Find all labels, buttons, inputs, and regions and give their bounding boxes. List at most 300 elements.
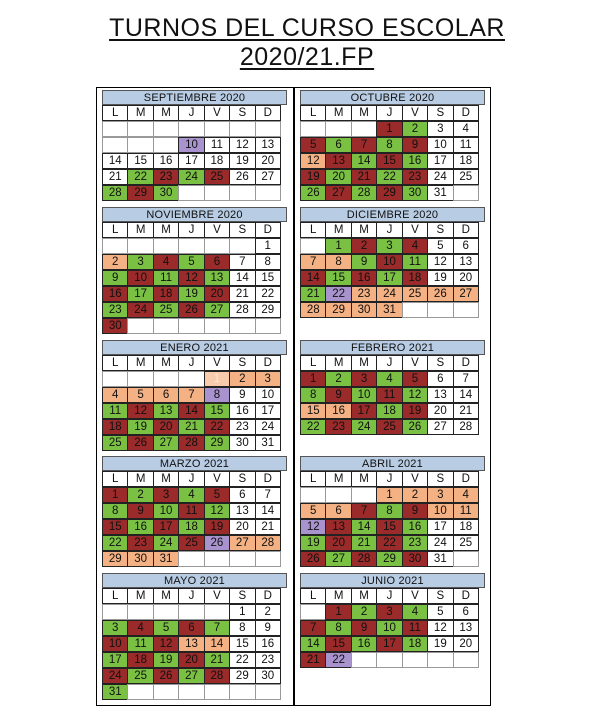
day-cell: 20	[178, 652, 204, 668]
day-cell: 2	[255, 604, 281, 620]
day-cell: 26	[300, 551, 326, 567]
day-cell: 21	[255, 519, 281, 535]
empty-cell	[153, 318, 179, 334]
day-cell: 24	[255, 419, 281, 435]
day-cell: 15	[376, 153, 402, 169]
day-cell: 25	[376, 419, 402, 435]
day-cell: 28	[453, 419, 479, 435]
day-cell: 25	[102, 435, 128, 451]
weekday-header: L	[102, 105, 128, 121]
empty-cell	[229, 551, 255, 567]
day-cell: 5	[402, 371, 428, 387]
weekday-header: S	[229, 105, 255, 121]
week-row	[300, 302, 485, 318]
weekday-header: V	[204, 105, 230, 121]
weekday-header-row	[102, 105, 287, 121]
day-cell: 24	[127, 302, 153, 318]
month-block	[102, 90, 287, 201]
day-cell: 5	[127, 387, 153, 403]
day-cell: 6	[229, 487, 255, 503]
day-cell: 30	[351, 302, 377, 318]
weekday-header: S	[229, 222, 255, 238]
weekday-header: D	[453, 222, 479, 238]
day-cell: 27	[204, 302, 230, 318]
weekday-header: M	[351, 222, 377, 238]
empty-cell	[255, 318, 281, 334]
day-cell: 7	[229, 254, 255, 270]
day-cell: 17	[153, 519, 179, 535]
day-cell: 12	[229, 137, 255, 153]
day-cell: 24	[427, 535, 453, 551]
day-cell: 23	[255, 652, 281, 668]
day-cell: 23	[402, 535, 428, 551]
empty-cell	[153, 238, 179, 254]
day-cell: 17	[427, 519, 453, 535]
day-cell: 4	[453, 487, 479, 503]
day-cell: 11	[453, 137, 479, 153]
month-title: ENERO 2021	[102, 340, 287, 355]
weekday-header-row	[102, 471, 287, 487]
day-cell: 25	[453, 535, 479, 551]
day-cell: 12	[204, 503, 230, 519]
day-cell: 27	[153, 435, 179, 451]
day-cell: 25	[127, 668, 153, 684]
weekday-header: M	[351, 105, 377, 121]
week-row	[300, 403, 485, 419]
week-row	[300, 254, 485, 270]
day-cell: 2	[351, 238, 377, 254]
day-cell: 12	[178, 270, 204, 286]
day-cell: 9	[402, 503, 428, 519]
day-cell: 4	[402, 604, 428, 620]
week-row	[300, 286, 485, 302]
day-cell: 8	[229, 620, 255, 636]
day-cell: 29	[102, 551, 128, 567]
week-row	[102, 435, 287, 451]
document-subtitle: 2020/21.FP	[239, 43, 375, 71]
weekday-header-row	[102, 355, 287, 371]
day-cell: 7	[204, 620, 230, 636]
day-cell: 1	[376, 487, 402, 503]
weekday-header: M	[127, 588, 153, 604]
weekday-header: L	[300, 471, 326, 487]
day-cell: 20	[229, 519, 255, 535]
empty-cell	[127, 137, 153, 153]
week-row	[300, 137, 485, 153]
weekday-header-row	[300, 355, 485, 371]
day-cell: 3	[153, 487, 179, 503]
day-cell: 22	[229, 652, 255, 668]
day-cell: 28	[229, 302, 255, 318]
day-cell: 11	[127, 636, 153, 652]
week-row	[102, 121, 287, 137]
day-cell: 31	[427, 185, 453, 201]
day-cell: 8	[102, 503, 128, 519]
weekday-header: J	[178, 471, 204, 487]
day-cell: 11	[204, 137, 230, 153]
day-cell: 20	[153, 419, 179, 435]
day-cell: 18	[204, 153, 230, 169]
day-cell: 14	[102, 153, 128, 169]
empty-cell	[153, 684, 179, 700]
day-cell: 15	[255, 270, 281, 286]
day-cell: 13	[325, 153, 351, 169]
day-cell: 10	[127, 270, 153, 286]
day-cell: 5	[204, 487, 230, 503]
day-cell: 6	[178, 620, 204, 636]
week-row	[102, 254, 287, 270]
week-row	[102, 620, 287, 636]
empty-cell	[153, 371, 179, 387]
day-cell: 13	[153, 403, 179, 419]
month-title: MARZO 2021	[102, 456, 287, 471]
empty-cell	[453, 551, 479, 567]
weekday-header: V	[402, 105, 428, 121]
day-cell: 13	[427, 387, 453, 403]
column-divider	[293, 87, 295, 706]
weekday-header: D	[453, 355, 479, 371]
day-cell: 20	[427, 403, 453, 419]
empty-cell	[102, 604, 128, 620]
day-cell: 23	[325, 419, 351, 435]
day-cell: 5	[178, 254, 204, 270]
day-cell: 20	[255, 153, 281, 169]
day-cell: 30	[402, 185, 428, 201]
week-row	[102, 652, 287, 668]
day-cell: 13	[178, 636, 204, 652]
weekday-header: S	[427, 105, 453, 121]
day-cell: 21	[102, 169, 128, 185]
day-cell: 1	[102, 487, 128, 503]
week-row	[300, 270, 485, 286]
day-cell: 10	[351, 387, 377, 403]
day-cell: 7	[453, 371, 479, 387]
day-cell: 16	[153, 153, 179, 169]
day-cell: 12	[402, 387, 428, 403]
day-cell: 30	[402, 551, 428, 567]
day-cell: 8	[325, 620, 351, 636]
day-cell: 24	[102, 668, 128, 684]
day-cell: 19	[204, 519, 230, 535]
day-cell: 22	[127, 169, 153, 185]
day-cell: 29	[229, 668, 255, 684]
weekday-header: V	[402, 471, 428, 487]
week-row	[102, 668, 287, 684]
empty-cell	[376, 652, 402, 668]
day-cell: 25	[153, 302, 179, 318]
weekday-header-row	[300, 471, 485, 487]
day-cell: 14	[204, 636, 230, 652]
weekday-header: L	[300, 588, 326, 604]
day-cell: 26	[300, 185, 326, 201]
day-cell: 3	[427, 121, 453, 137]
empty-cell	[178, 371, 204, 387]
day-cell: 15	[325, 636, 351, 652]
day-cell: 8	[255, 254, 281, 270]
day-cell: 6	[325, 137, 351, 153]
day-cell: 17	[427, 153, 453, 169]
day-cell: 11	[153, 270, 179, 286]
day-cell: 6	[204, 254, 230, 270]
weekday-header: D	[255, 471, 281, 487]
month-block	[300, 207, 485, 318]
day-cell: 25	[402, 286, 428, 302]
day-cell: 17	[127, 286, 153, 302]
weekday-header-row	[102, 588, 287, 604]
day-cell: 27	[325, 551, 351, 567]
day-cell: 14	[178, 403, 204, 419]
month-title: ABRIL 2021	[300, 456, 485, 471]
week-row	[102, 371, 287, 387]
day-cell: 9	[127, 503, 153, 519]
month-title: OCTUBRE 2020	[300, 90, 485, 105]
day-cell: 14	[255, 503, 281, 519]
weekday-header: J	[178, 355, 204, 371]
day-cell: 21	[453, 403, 479, 419]
weekday-header-row	[300, 105, 485, 121]
day-cell: 5	[300, 503, 326, 519]
day-cell: 4	[102, 387, 128, 403]
day-cell: 2	[102, 254, 128, 270]
day-cell: 11	[102, 403, 128, 419]
month-title: JUNIO 2021	[300, 573, 485, 588]
empty-cell	[402, 652, 428, 668]
week-row	[300, 652, 485, 668]
day-cell: 26	[127, 435, 153, 451]
day-cell: 29	[255, 302, 281, 318]
day-cell: 15	[229, 636, 255, 652]
weekday-header: J	[376, 222, 402, 238]
day-cell: 28	[351, 551, 377, 567]
weekday-header: S	[229, 355, 255, 371]
day-cell: 24	[153, 535, 179, 551]
day-cell: 22	[300, 419, 326, 435]
day-cell: 9	[402, 137, 428, 153]
weekday-header: S	[427, 588, 453, 604]
week-row	[300, 604, 485, 620]
week-row	[102, 535, 287, 551]
month-title: FEBRERO 2021	[300, 340, 485, 355]
empty-cell	[255, 185, 281, 201]
weekday-header: M	[325, 471, 351, 487]
weekday-header: L	[102, 222, 128, 238]
empty-cell	[153, 137, 179, 153]
day-cell: 29	[325, 302, 351, 318]
day-cell: 15	[376, 519, 402, 535]
week-row	[300, 487, 485, 503]
day-cell: 12	[427, 620, 453, 636]
day-cell: 10	[376, 254, 402, 270]
empty-cell	[325, 121, 351, 137]
empty-cell	[351, 121, 377, 137]
day-cell: 28	[351, 185, 377, 201]
weekday-header: S	[229, 471, 255, 487]
weekday-header: M	[351, 471, 377, 487]
week-row	[102, 684, 287, 700]
weekday-header: D	[255, 222, 281, 238]
day-cell: 12	[300, 519, 326, 535]
day-cell: 18	[453, 153, 479, 169]
weekday-header: D	[453, 588, 479, 604]
day-cell: 7	[300, 254, 326, 270]
day-cell: 23	[102, 302, 128, 318]
day-cell: 13	[325, 519, 351, 535]
week-row	[102, 551, 287, 567]
day-cell: 13	[229, 503, 255, 519]
day-cell: 26	[204, 535, 230, 551]
weekday-header: V	[204, 471, 230, 487]
day-cell: 26	[229, 169, 255, 185]
month-block	[300, 456, 485, 567]
week-row	[300, 153, 485, 169]
day-cell: 18	[153, 286, 179, 302]
weekday-header: L	[102, 588, 128, 604]
day-cell: 28	[204, 668, 230, 684]
day-cell: 16	[402, 153, 428, 169]
weekday-header: D	[453, 471, 479, 487]
empty-cell	[204, 121, 230, 137]
week-row	[102, 636, 287, 652]
day-cell: 17	[376, 270, 402, 286]
empty-cell	[351, 652, 377, 668]
empty-cell	[178, 238, 204, 254]
empty-cell	[204, 551, 230, 567]
day-cell: 1	[325, 238, 351, 254]
day-cell: 18	[127, 652, 153, 668]
empty-cell	[402, 302, 428, 318]
weekday-header: J	[376, 471, 402, 487]
empty-cell	[178, 684, 204, 700]
day-cell: 7	[300, 620, 326, 636]
day-cell: 28	[300, 302, 326, 318]
month-title: DICIEMBRE 2020	[300, 207, 485, 222]
empty-cell	[453, 185, 479, 201]
empty-cell	[178, 318, 204, 334]
day-cell: 10	[153, 503, 179, 519]
day-cell: 4	[402, 238, 428, 254]
empty-cell	[204, 318, 230, 334]
week-row	[102, 302, 287, 318]
weekday-header: J	[178, 588, 204, 604]
empty-cell	[229, 684, 255, 700]
day-cell: 3	[127, 254, 153, 270]
day-cell: 27	[229, 535, 255, 551]
weekday-header: L	[300, 222, 326, 238]
weekday-header: V	[204, 355, 230, 371]
weekday-header: M	[153, 471, 179, 487]
day-cell: 16	[351, 270, 377, 286]
empty-cell	[255, 684, 281, 700]
day-cell: 23	[153, 169, 179, 185]
day-cell: 1	[255, 238, 281, 254]
day-cell: 29	[376, 185, 402, 201]
day-cell: 2	[229, 371, 255, 387]
day-cell: 10	[178, 137, 204, 153]
day-cell: 5	[300, 137, 326, 153]
weekday-header: V	[402, 222, 428, 238]
week-row	[300, 185, 485, 201]
week-row	[102, 238, 287, 254]
day-cell: 4	[127, 620, 153, 636]
day-cell: 18	[178, 519, 204, 535]
day-cell: 27	[427, 419, 453, 435]
day-cell: 9	[255, 620, 281, 636]
weekday-header: S	[427, 471, 453, 487]
weekday-header: M	[153, 222, 179, 238]
day-cell: 16	[127, 519, 153, 535]
day-cell: 22	[376, 169, 402, 185]
day-cell: 26	[427, 286, 453, 302]
day-cell: 29	[127, 185, 153, 201]
week-row	[300, 238, 485, 254]
day-cell: 19	[402, 403, 428, 419]
week-row	[102, 153, 287, 169]
weekday-header: S	[427, 222, 453, 238]
day-cell: 6	[325, 503, 351, 519]
day-cell: 14	[351, 519, 377, 535]
empty-cell	[127, 684, 153, 700]
day-cell: 24	[351, 419, 377, 435]
day-cell: 22	[325, 652, 351, 668]
weekday-header: M	[325, 355, 351, 371]
weekday-header: J	[178, 105, 204, 121]
weekday-header: J	[376, 355, 402, 371]
day-cell: 24	[178, 169, 204, 185]
day-cell: 17	[376, 636, 402, 652]
weekday-header: S	[229, 588, 255, 604]
day-cell: 30	[229, 435, 255, 451]
month-block	[102, 573, 287, 700]
day-cell: 24	[427, 169, 453, 185]
empty-cell	[153, 604, 179, 620]
day-cell: 14	[351, 153, 377, 169]
week-row	[300, 419, 485, 435]
day-cell: 11	[453, 503, 479, 519]
day-cell: 15	[127, 153, 153, 169]
weekday-header: M	[127, 355, 153, 371]
day-cell: 21	[204, 652, 230, 668]
day-cell: 9	[351, 254, 377, 270]
day-cell: 21	[300, 286, 326, 302]
week-row	[102, 487, 287, 503]
day-cell: 31	[153, 551, 179, 567]
week-row	[102, 286, 287, 302]
week-row	[300, 371, 485, 387]
day-cell: 2	[402, 487, 428, 503]
day-cell: 27	[325, 185, 351, 201]
day-cell: 14	[300, 636, 326, 652]
day-cell: 1	[204, 371, 230, 387]
day-cell: 5	[153, 620, 179, 636]
day-cell: 7	[255, 487, 281, 503]
empty-cell	[229, 318, 255, 334]
day-cell: 13	[204, 270, 230, 286]
weekday-header: M	[153, 355, 179, 371]
day-cell: 19	[427, 636, 453, 652]
week-row	[102, 387, 287, 403]
day-cell: 19	[300, 535, 326, 551]
day-cell: 28	[178, 435, 204, 451]
day-cell: 25	[178, 535, 204, 551]
day-cell: 31	[376, 302, 402, 318]
day-cell: 30	[153, 185, 179, 201]
week-row	[300, 620, 485, 636]
day-cell: 16	[255, 636, 281, 652]
day-cell: 20	[325, 169, 351, 185]
week-row	[300, 387, 485, 403]
day-cell: 15	[300, 403, 326, 419]
empty-cell	[102, 121, 128, 137]
